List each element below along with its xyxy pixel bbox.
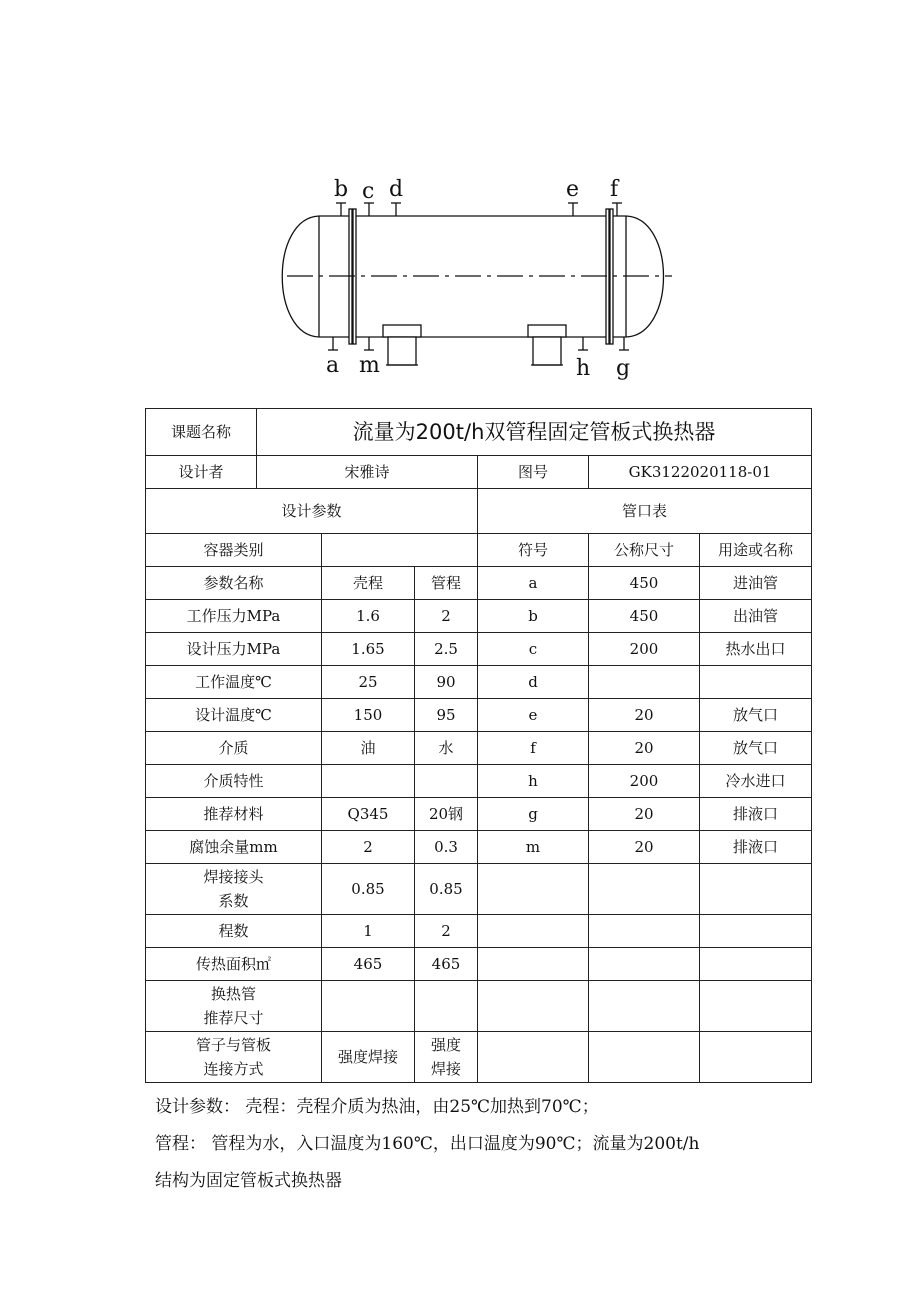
param-tube-value bbox=[415, 765, 478, 798]
nozzle-purpose bbox=[700, 948, 812, 981]
col-symbol-header: 符号 bbox=[478, 534, 589, 567]
nozzle-purpose bbox=[700, 864, 812, 915]
param-row bbox=[146, 864, 812, 915]
param-tube-value: 20钢 bbox=[415, 798, 478, 831]
title-label: 课题名称 bbox=[146, 409, 257, 456]
param-name: 传热面积㎡ bbox=[146, 948, 322, 981]
param-row bbox=[146, 981, 812, 1032]
nozzle-symbol: g bbox=[478, 798, 589, 831]
notes-line-1: 设计参数： 壳程：壳程介质为热油，由25℃加热到70℃； bbox=[155, 1097, 599, 1117]
nozzle-symbol: m bbox=[478, 831, 589, 864]
param-name: 设计压力MPa bbox=[146, 633, 322, 666]
nozzle-symbol: f bbox=[478, 732, 589, 765]
nozzle-size bbox=[589, 948, 700, 981]
param-row bbox=[146, 732, 812, 765]
nozzle-symbol bbox=[478, 864, 589, 915]
nozzle-purpose: 排液口 bbox=[700, 798, 812, 831]
param-tube-value: 95 bbox=[415, 699, 478, 732]
nozzle-size: 450 bbox=[589, 600, 700, 633]
nozzle-label-a: a bbox=[326, 353, 340, 378]
col-param-name-header: 参数名称 bbox=[146, 567, 322, 600]
param-tube-value: 强度 焊接 bbox=[415, 1032, 478, 1083]
param-tube-value: 90 bbox=[415, 666, 478, 699]
nozzle-size: 450 bbox=[589, 567, 700, 600]
nozzle-purpose: 冷水进口 bbox=[700, 765, 812, 798]
param-tube-value: 465 bbox=[415, 948, 478, 981]
param-row bbox=[146, 831, 812, 864]
param-shell-value: 465 bbox=[322, 948, 415, 981]
heat-exchanger-diagram bbox=[0, 0, 920, 400]
param-tube-value: 2 bbox=[415, 600, 478, 633]
param-shell-value: 1.6 bbox=[322, 600, 415, 633]
vessel-category-value bbox=[322, 534, 478, 567]
param-row bbox=[146, 1032, 812, 1083]
param-shell-value bbox=[322, 765, 415, 798]
param-name: 设计温度℃ bbox=[146, 699, 322, 732]
param-name: 管子与管板 连接方式 bbox=[146, 1032, 322, 1083]
param-shell-value: 1 bbox=[322, 915, 415, 948]
param-row bbox=[146, 948, 812, 981]
drawing-no-value: GK3122020118-01 bbox=[589, 456, 812, 489]
nozzle-purpose bbox=[700, 981, 812, 1032]
param-tube-value bbox=[415, 981, 478, 1032]
param-shell-value: 油 bbox=[322, 732, 415, 765]
param-tube-value: 0.85 bbox=[415, 864, 478, 915]
param-tube-value: 0.3 bbox=[415, 831, 478, 864]
design-params-header: 设计参数 bbox=[146, 489, 478, 534]
nozzle-symbol: b bbox=[478, 600, 589, 633]
nozzle-purpose: 进油管 bbox=[700, 567, 812, 600]
param-tube-value: 水 bbox=[415, 732, 478, 765]
nozzle-label-d: d bbox=[389, 177, 404, 202]
col-purpose-header: 用途或名称 bbox=[700, 534, 812, 567]
nozzle-symbol: c bbox=[478, 633, 589, 666]
nozzle-label-m: m bbox=[359, 353, 380, 378]
param-name: 换热管 推荐尺寸 bbox=[146, 981, 322, 1032]
nozzle-purpose: 放气口 bbox=[700, 699, 812, 732]
nozzle-size: 20 bbox=[589, 699, 700, 732]
design-spec-table bbox=[145, 408, 812, 1083]
nozzle-label-b: b bbox=[334, 177, 349, 202]
col-shell-header: 壳程 bbox=[322, 567, 415, 600]
param-shell-value: 150 bbox=[322, 699, 415, 732]
param-shell-value: 强度焊接 bbox=[322, 1032, 415, 1083]
param-row bbox=[146, 915, 812, 948]
param-row bbox=[146, 633, 812, 666]
nozzle-purpose bbox=[700, 915, 812, 948]
nozzle-symbol: a bbox=[478, 567, 589, 600]
title-value: 流量为200t/h双管程固定管板式换热器 bbox=[257, 409, 812, 456]
param-name: 腐蚀余量mm bbox=[146, 831, 322, 864]
param-tube-value: 2.5 bbox=[415, 633, 478, 666]
nozzle-purpose: 放气口 bbox=[700, 732, 812, 765]
notes-line-2: 管程： 管程为水，入口温度为160℃，出口温度为90℃；流量为200t/h bbox=[155, 1134, 700, 1154]
nozzle-label-h: h bbox=[576, 356, 591, 381]
param-name: 介质 bbox=[146, 732, 322, 765]
param-name: 焊接接头 系数 bbox=[146, 864, 322, 915]
param-shell-value bbox=[322, 981, 415, 1032]
nozzle-symbol: e bbox=[478, 699, 589, 732]
nozzle-symbol bbox=[478, 915, 589, 948]
nozzle-symbol: d bbox=[478, 666, 589, 699]
nozzle-symbol bbox=[478, 981, 589, 1032]
param-row bbox=[146, 765, 812, 798]
nozzle-purpose: 排液口 bbox=[700, 831, 812, 864]
param-shell-value: 2 bbox=[322, 831, 415, 864]
param-row bbox=[146, 798, 812, 831]
param-row bbox=[146, 600, 812, 633]
nozzle-label-f: f bbox=[610, 177, 619, 202]
nozzle-size bbox=[589, 864, 700, 915]
nozzle-purpose: 热水出口 bbox=[700, 633, 812, 666]
nozzle-size bbox=[589, 981, 700, 1032]
col-tube-header: 管程 bbox=[415, 567, 478, 600]
param-name: 工作压力MPa bbox=[146, 600, 322, 633]
nozzle-label-c: c bbox=[362, 179, 375, 204]
nozzle-symbol bbox=[478, 948, 589, 981]
nozzle-size: 20 bbox=[589, 831, 700, 864]
nozzle-size: 20 bbox=[589, 732, 700, 765]
vessel-category-label: 容器类别 bbox=[146, 534, 322, 567]
nozzle-size bbox=[589, 915, 700, 948]
col-nominal-size-header: 公称尺寸 bbox=[589, 534, 700, 567]
param-row bbox=[146, 699, 812, 732]
param-name: 程数 bbox=[146, 915, 322, 948]
param-shell-value: 25 bbox=[322, 666, 415, 699]
param-shell-value: Q345 bbox=[322, 798, 415, 831]
nozzle-size: 200 bbox=[589, 765, 700, 798]
param-name: 介质特性 bbox=[146, 765, 322, 798]
param-shell-value: 1.65 bbox=[322, 633, 415, 666]
nozzle-size: 200 bbox=[589, 633, 700, 666]
nozzle-label-g: g bbox=[616, 356, 631, 381]
notes-line-3: 结构为固定管板式换热器 bbox=[155, 1171, 342, 1191]
drawing-no-label: 图号 bbox=[478, 456, 589, 489]
nozzle-purpose bbox=[700, 1032, 812, 1083]
param-shell-value: 0.85 bbox=[322, 864, 415, 915]
param-name: 工作温度℃ bbox=[146, 666, 322, 699]
nozzle-purpose: 出油管 bbox=[700, 600, 812, 633]
nozzle-size bbox=[589, 1032, 700, 1083]
nozzle-symbol bbox=[478, 1032, 589, 1083]
nozzle-size bbox=[589, 666, 700, 699]
designer-label: 设计者 bbox=[146, 456, 257, 489]
nozzle-table-header: 管口表 bbox=[478, 489, 812, 534]
param-row bbox=[146, 666, 812, 699]
nozzle-symbol: h bbox=[478, 765, 589, 798]
nozzle-label-e: e bbox=[566, 177, 580, 202]
nozzle-size: 20 bbox=[589, 798, 700, 831]
param-name: 推荐材料 bbox=[146, 798, 322, 831]
nozzle-purpose bbox=[700, 666, 812, 699]
param-tube-value: 2 bbox=[415, 915, 478, 948]
designer-value: 宋雅诗 bbox=[257, 456, 478, 489]
